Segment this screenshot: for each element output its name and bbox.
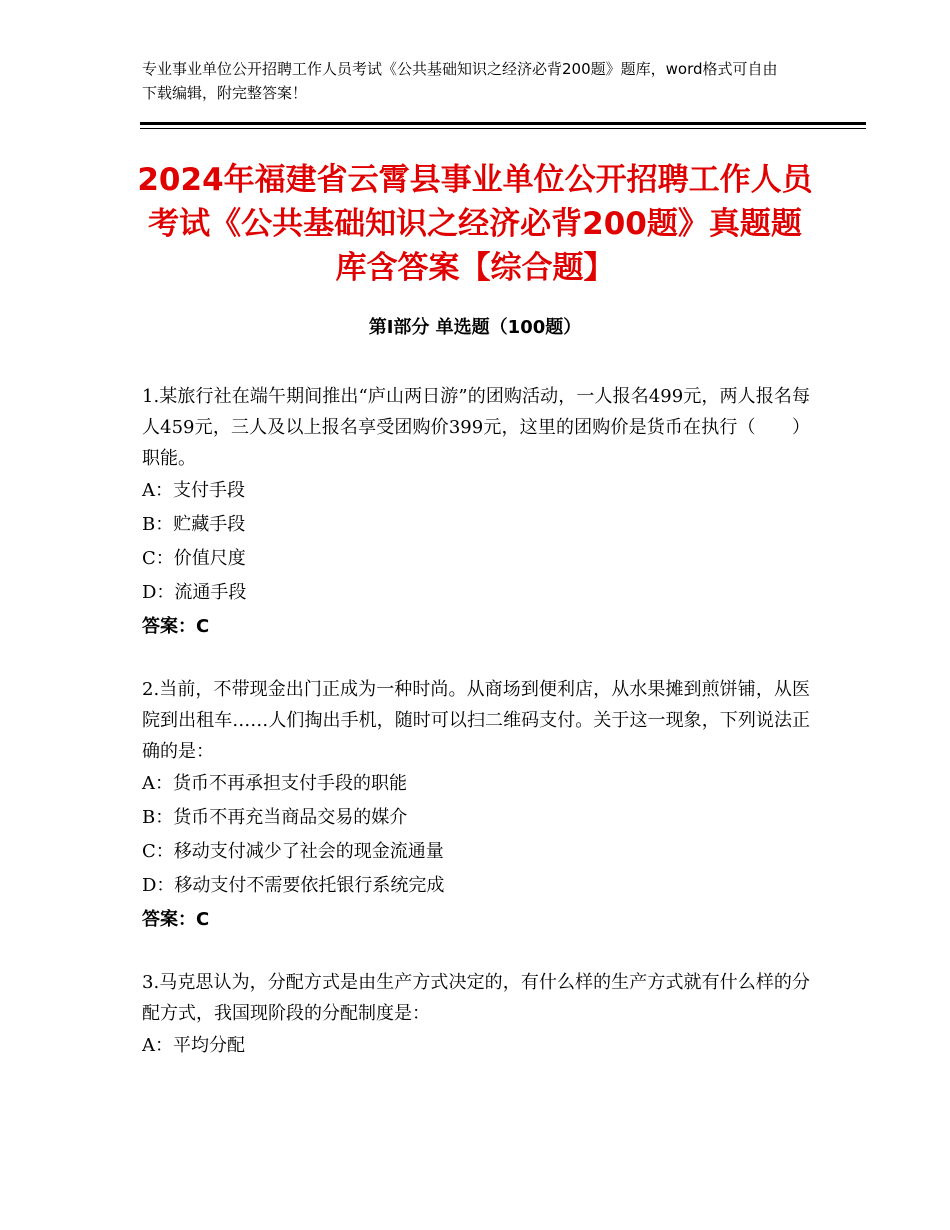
option-a: A：货币不再承担支付手段的职能 [142,773,407,794]
question-1 [142,381,810,644]
question-text: 2.当前，不带现金出门正成为一种时尚。从商场到便利店，从水果摊到煎饼铺，从医院到出租车……人们掏出手机，随时可以扫二维码支付。关于这一现象，下列说法正确的是： [142,679,810,762]
option-d: D：流通手段 [142,582,247,603]
question-3 [142,967,810,1063]
header-rule-thin [140,128,866,129]
option-b: B：贮藏手段 [142,514,246,535]
option-d: D：移动支付不需要依托银行系统完成 [142,875,445,896]
question-2 [142,674,810,937]
answer: 答案：C [142,909,210,930]
option-a: A：支付手段 [142,480,245,501]
header-note: 专业事业单位公开招聘工作人员考试《公共基础知识之经济必背200题》题库，word格式可自由下载编辑，附完整答案！ [142,60,778,102]
option-a: A：平均分配 [142,1035,245,1056]
question-list [142,381,810,1093]
answer: 答案：C [142,616,210,637]
option-c: C：价值尺度 [142,548,246,569]
document-title: 2024年福建省云霄县事业单位公开招聘工作人员考试《公共基础知识之经济必背200题》真题题库含答案【综合题】 [137,162,813,286]
option-b: B：货币不再充当商品交易的媒介 [142,807,408,828]
option-c: C：移动支付减少了社会的现金流通量 [142,841,444,862]
question-text: 3.马克思认为，分配方式是由生产方式决定的，有什么样的生产方式就有什么样的分配方式，我国现阶段的分配制度是： [142,972,810,1024]
question-text: 1.某旅行社在端午期间推出“庐山两日游”的团购活动，一人报名499元，两人报名每人459元，三人及以上报名享受团购价399元，这里的团购价是货币在执行（ ）职能。 [142,386,810,469]
section-heading: 第Ⅰ部分 单选题（100题） [368,317,582,338]
header-rule-thick [140,122,866,125]
